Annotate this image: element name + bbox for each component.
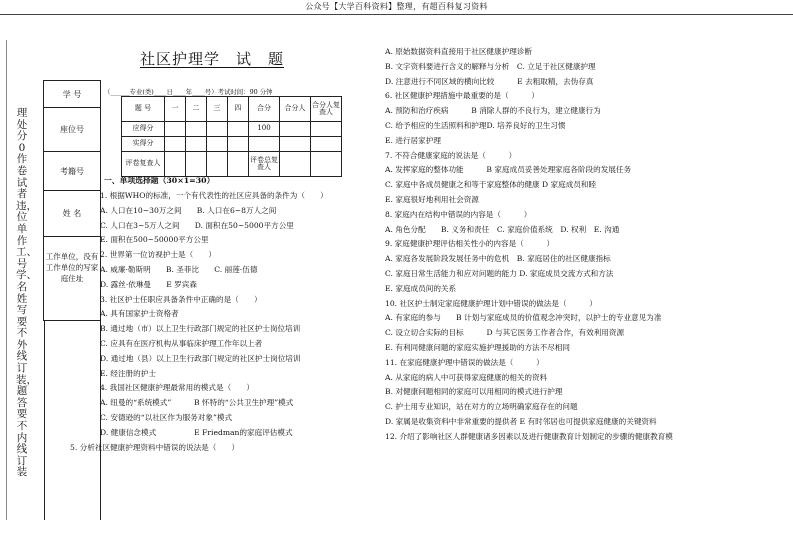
score-td (280, 122, 311, 137)
info-label-workplace: 工作单位，没有工作单位的写家庭住址 (45, 252, 99, 283)
score-td (186, 152, 207, 177)
question-line: C. 设立切合实际的目标 D 与其它医务工作者合作，有效利用资源 (385, 328, 625, 338)
question-line: C. 安德逊的“以社区作为服务对象”模式 (100, 412, 233, 422)
question-line: C. 家庭中各成员健康之和等于家庭整体的健康 D 家庭成员和睦 (385, 180, 597, 190)
score-td (280, 137, 311, 152)
score-td: 评卷总复查人 (249, 152, 280, 177)
question-line: C. 家庭日常生活能力和应对问题的能力 D. 家庭成员交流方式和方法 (385, 268, 614, 278)
question-line: C. 人口在3~5万人之间 D. 面积在50~5000平方公里 (100, 220, 294, 230)
info-label-seat-no: 座位号 (44, 108, 100, 152)
question-line: D. 健康信念模式 E Friedman的家庭评估模式 (100, 427, 293, 437)
score-table-row (122, 152, 342, 177)
binding-notice: 理处分0作卷试者违，位单作工、号学、名姓写要不外线订装，题答要不内线订装 (16, 107, 37, 479)
question-line: C. 应具有在医疗机构从事临床护理工作年以上者 (100, 338, 263, 348)
score-td (311, 122, 342, 137)
page-header: 公众号【大学百科资料】整理，有超百科复习资料 (305, 2, 488, 11)
info-label-exam-no: 考籍号 (44, 152, 100, 191)
question-line: D. 露丝·依琳曼 E 罗宾森 (100, 279, 197, 289)
question-line: 6. 社区健康护理措施中最重要的是（ ） (385, 91, 539, 101)
score-table-row (122, 122, 342, 137)
score-th: 合分人复查人 (311, 97, 342, 122)
binding-line (6, 40, 7, 520)
question-line: A. 有家庭的参与 B 计划与家庭成员的价值观念冲突时，以护士的专业意见为准 (385, 313, 662, 323)
question-line: 3. 社区护士任职应具备条件中正确的是（ ） (100, 294, 262, 304)
question-line: C. 给予相应的生活照料和护理D. 培养良好的卫生习惯 (385, 120, 566, 130)
score-td (165, 152, 186, 177)
question-line: E. 进行居家护理 (385, 135, 441, 145)
score-th: 一 (165, 97, 186, 122)
question-line: A. 原始数据资料直接用于社区健康护理诊断 (385, 47, 532, 56)
question-line: 7. 不符合健康家庭的说法是（ ） (385, 150, 517, 160)
score-th: 三 (207, 97, 228, 122)
question-line: B. 对健康问题相同的家庭可以用相同的模式进行护理 (385, 387, 563, 397)
question-line: A. 威廉·勒斯明 B. 圣菲比 C. 丽莲·伍德 (100, 264, 258, 274)
question-line: 4. 我国社区健康护理最常用的模式是（ ） (100, 383, 254, 393)
question-line: B. 文字资料要进行含义的解释与分析 C. 立足于社区健康护理 (385, 61, 596, 71)
question-line: D. 通过地（县）以上卫生行政部门规定的社区护士岗位培训 (100, 353, 301, 363)
score-th: 合分 (249, 97, 280, 122)
question-line: 9. 家庭健康护理评估相关性小的内容是（ ） (385, 239, 555, 249)
score-table (121, 96, 342, 177)
score-td: 评卷复查人 (122, 152, 165, 177)
score-th: 四 (228, 97, 249, 122)
question-line: A. 纽曼的“系统模式” B 怀特的“公共卫生护理”模式 (100, 398, 294, 408)
question-line: A. 人口在10~30万之间 B. 人口在6~8万人之间 (100, 205, 277, 215)
score-td (228, 152, 249, 177)
header-rule (0, 14, 793, 15)
question-line: E. 有利同健康问题的家庭实施护理援助的方法不尽相同 (385, 342, 571, 352)
question-line: D. 家属是收集资料中非常重要的提供者 E 有时邻居也可提供家庭健康的关键资料 (385, 416, 657, 426)
question-line: 1. 根据WHO的标准，一个有代表性的社区应具备的条件为（ ） (100, 191, 328, 200)
question-line: A. 角色分配 B. 义务和责任 C. 家庭价值系统 D. 权利 E. 沟通 (385, 224, 620, 234)
info-label-name: 姓 名 (44, 191, 100, 237)
question-line: A. 发挥家庭的整体功能 B 家庭成员妥善处理家庭各阶段的发展任务 (385, 165, 632, 175)
question-line: E. 经注册的护士 (100, 368, 156, 378)
score-th: 题 号 (122, 97, 165, 122)
question-line: A. 具有国家护士资格者 (100, 309, 179, 319)
question-line: 11. 在家庭健康护理中错误的做法是（ ） (385, 357, 544, 367)
question-line: B. 通过地（市）以上卫生行政部门规定的社区护士岗位培训 (100, 324, 301, 334)
score-td (311, 152, 342, 177)
info-label-student-no: 学 号 (44, 81, 100, 108)
question-line: A. 从家庭的病人中可获得家庭健康的相关的资料 (385, 372, 548, 382)
question-line: 10. 社区护士制定家庭健康护理计划中错误的做法是（ ） (385, 298, 597, 308)
score-td: 100 (249, 122, 280, 137)
right-question-column (385, 45, 673, 445)
question-line: A. 家庭各发展阶段发展任务中的危机 B. 家庭居住的社区健康指标 (385, 254, 611, 264)
score-td (186, 137, 207, 152)
score-table-header-row (122, 97, 342, 122)
score-td (280, 152, 311, 177)
score-td (228, 122, 249, 137)
score-td (186, 122, 207, 137)
question-line: E. 面积在500~50000平方公里 (100, 235, 209, 245)
score-th: 二 (186, 97, 207, 122)
score-td (228, 137, 249, 152)
question-line: A. 预防和治疗疾病 B 消除人群的不良行为，建立健康行为 (385, 106, 601, 116)
info-box-rule-left (44, 320, 45, 520)
question-line: 8. 家庭内在结构中错误的内容是（ ） (385, 209, 532, 219)
score-td (165, 122, 186, 137)
question-line: D. 注意进行不同区域的横向比较 E 去粗取精，去伪存真 (385, 76, 594, 86)
student-info-box (43, 80, 101, 321)
question-line: E. 家庭成员间的关系 (385, 283, 457, 293)
question-line: 2. 世界第一位访视护士是（ ） (100, 250, 216, 260)
section-heading: 一、单项选择题（30×1=30） (104, 176, 215, 185)
score-td (249, 137, 280, 152)
score-td (207, 152, 228, 177)
score-td: 实得分 (122, 137, 165, 152)
exam-title: 社区护理学 试 题 (140, 50, 285, 68)
question-line: 5. 分析社区健康护理资料中错误的说法是（ ） (70, 442, 240, 452)
score-td (207, 137, 228, 152)
question-line: C. 护士用专业知识，站在对方的立场明确家庭存在的问题 (385, 402, 578, 412)
question-line: 12. 介绍了影响社区人群健康诸多因素以及进行健康教育计划制定的步骤的健康教育模 (385, 431, 673, 441)
score-td: 应得分 (122, 122, 165, 137)
question-line: E. 家庭很好地利用社会资源 (385, 194, 479, 204)
exam-meta-line: （______专业(类)____日____年____号）考试时间：90 分钟 (104, 88, 273, 96)
score-td (207, 122, 228, 137)
score-td (311, 137, 342, 152)
score-th: 合分人 (280, 97, 311, 122)
score-table-row (122, 137, 342, 152)
score-td (165, 137, 186, 152)
